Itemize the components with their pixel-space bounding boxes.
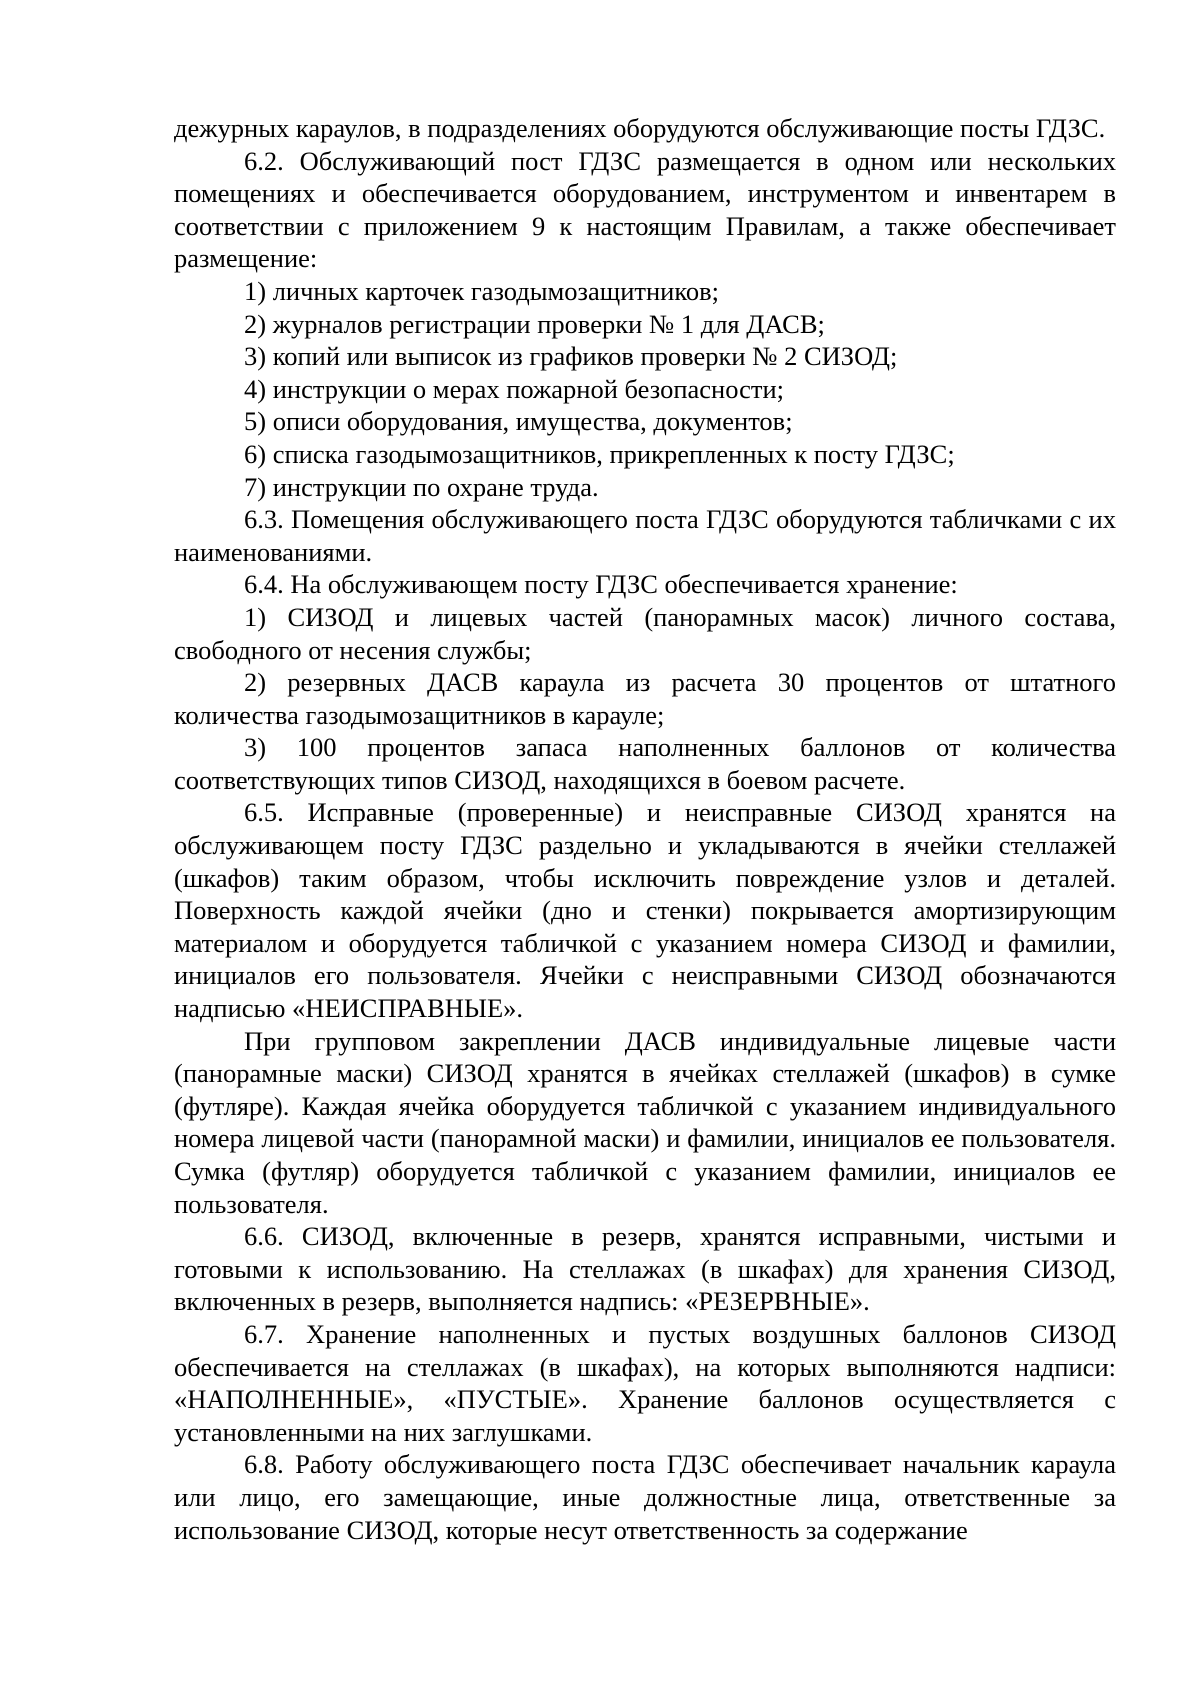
document-page bbox=[174, 112, 1116, 1546]
list-item-6-2-5: 5) описи оборудования, имущества, документов; bbox=[244, 406, 793, 437]
list-item-6-4-2: 2) резервных ДАСВ караула из расчета 30 процентов от штатного количества газодымозащитников в карауле; bbox=[174, 667, 1116, 730]
list-item-6-4-3: 3) 100 процентов запаса наполненных баллонов от количества соответствующих типов СИЗОД, находящихся в боевом расчете. bbox=[174, 732, 1116, 795]
list-item-6-2-3: 3) копий или выписок из графиков проверки № 2 СИЗОД; bbox=[244, 341, 898, 372]
list-item-6-2-7: 7) инструкции по охране труда. bbox=[244, 471, 599, 502]
paragraph-6-7: 6.7. Хранение наполненных и пустых воздушных баллонов СИЗОД обеспечивается на стеллажах (в шкафах), на которых выполняются надписи: «НАПОЛНЕННЫЕ», «ПУСТЫЕ». Хранение баллонов осуществляется с установленными на них заглушками. bbox=[174, 1318, 1116, 1447]
paragraph-6-4: 6.4. На обслуживающем посту ГДЗС обеспечивается хранение: bbox=[244, 569, 958, 600]
paragraph-6-5: 6.5. Исправные (проверенные) и неисправные СИЗОД хранятся на обслуживающем посту ГДЗС раздельно и укладываются в ячейки стеллажей (шкафов) таким образом, чтобы исключить повреждение узлов и деталей. Поверхность каждой ячейки (дно и стенки) покрывается амортизирующим материалом и оборудуется табличкой с указанием номера СИЗОД и фамилии, инициалов его пользователя. Ячейки с неисправными СИЗОД обозначаются надписью «НЕИСПРАВНЫЕ». bbox=[174, 797, 1116, 1024]
paragraph-6-6: 6.6. СИЗОД, включенные в резерв, хранятся исправными, чистыми и готовыми к использованию. На стеллажах (в шкафах) для хранения СИЗОД, включенных в резерв, выполняется надпись: «РЕЗЕРВНЫЕ». bbox=[174, 1221, 1116, 1317]
paragraph-6-3: 6.3. Помещения обслуживающего поста ГДЗС оборудуются табличками с их наименованиями. bbox=[174, 504, 1116, 567]
paragraph-6-8: 6.8. Работу обслуживающего поста ГДЗС обеспечивает начальник караула или лицо, его замещающие, иные должностные лица, ответственные за использование СИЗОД, которые несут ответственность за содержание bbox=[174, 1449, 1116, 1545]
list-item-6-2-6: 6) списка газодымозащитников, прикрепленных к посту ГДЗС; bbox=[244, 438, 955, 469]
list-item-6-2-2: 2) журналов регистрации проверки № 1 для ДАСВ; bbox=[244, 308, 825, 339]
paragraph-continuation: дежурных караулов, в подразделениях оборудуются обслуживающие посты ГДЗС. bbox=[174, 113, 1106, 143]
list-item-6-2-1: 1) личных карточек газодымозащитников; bbox=[244, 275, 719, 306]
list-item-6-4-1: 1) СИЗОД и лицевых частей (панорамных масок) личного состава, свободного от несения службы; bbox=[174, 601, 1116, 665]
list-item-6-2-4: 4) инструкции о мерах пожарной безопасности; bbox=[244, 373, 785, 404]
paragraph-6-2: 6.2. Обслуживающий пост ГДЗС размещается в одном или нескольких помещениях и обеспечивается оборудованием, инструментом и инвентарем в соответствии с приложением 9 к настоящим Правилам, а также обеспечивает размещение: bbox=[174, 145, 1116, 274]
paragraph-6-5-group: При групповом закреплении ДАСВ индивидуальные лицевые части (панорамные маски) СИЗОД хранятся в ячейках стеллажей (шкафов) в сумке (футляре). Каждая ячейка оборудуется табличкой с указанием индивидуального номера лицевой части (панорамной маски) и фамилии, инициалов ее пользователя. Сумка (футляр) оборудуется табличкой с указанием фамилии, инициалов ее пользователя. bbox=[174, 1025, 1116, 1219]
